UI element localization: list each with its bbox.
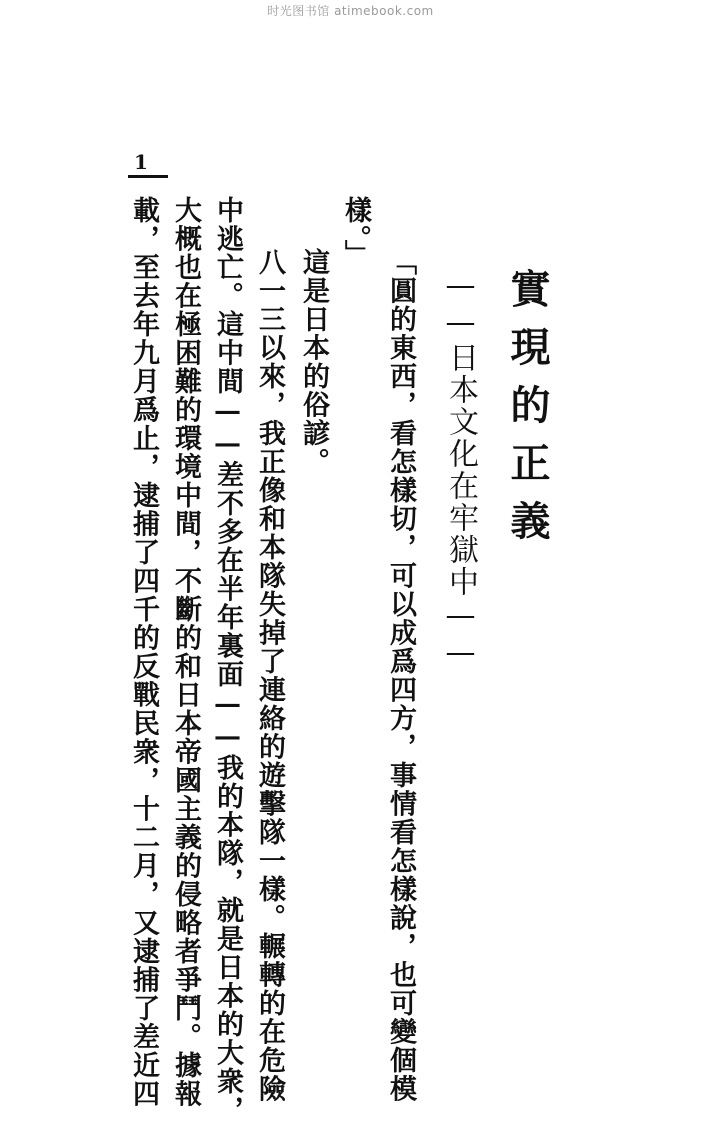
text-column-5: 中逃亡。這中間——差不多在半年裏面——我的本隊，就是日本的大衆， bbox=[212, 196, 243, 1124]
text-column-4: 八一三以來，我正像和本隊失掉了連絡的遊擊隊一樣。輾轉的在危險 bbox=[254, 248, 285, 1103]
chapter-title: 實現的正義 bbox=[504, 268, 551, 558]
text-column-3: 這是日本的俗諺。 bbox=[298, 248, 329, 476]
text-column-7: 載，至去年九月爲止，逮捕了四千的反戰民衆，十二月，又逮捕了差近四 bbox=[128, 196, 159, 1108]
text-column-1: 「圓的東西，看怎樣切，可以成爲四方，事情看怎樣說，也可變個模 bbox=[385, 248, 416, 1103]
chapter-subtitle: ——日本文化在牢獄中—— bbox=[443, 268, 478, 672]
text-column-6: 大概也在極困難的環境中間，不斷的和日本帝國主義的侵略者爭鬥。據報 bbox=[170, 196, 201, 1108]
page-number-rule bbox=[128, 175, 168, 178]
text-column-2: 樣。」 bbox=[340, 196, 371, 268]
watermark: 时光图书馆 atimebook.com bbox=[267, 4, 434, 18]
page-number: 1 bbox=[134, 150, 148, 174]
